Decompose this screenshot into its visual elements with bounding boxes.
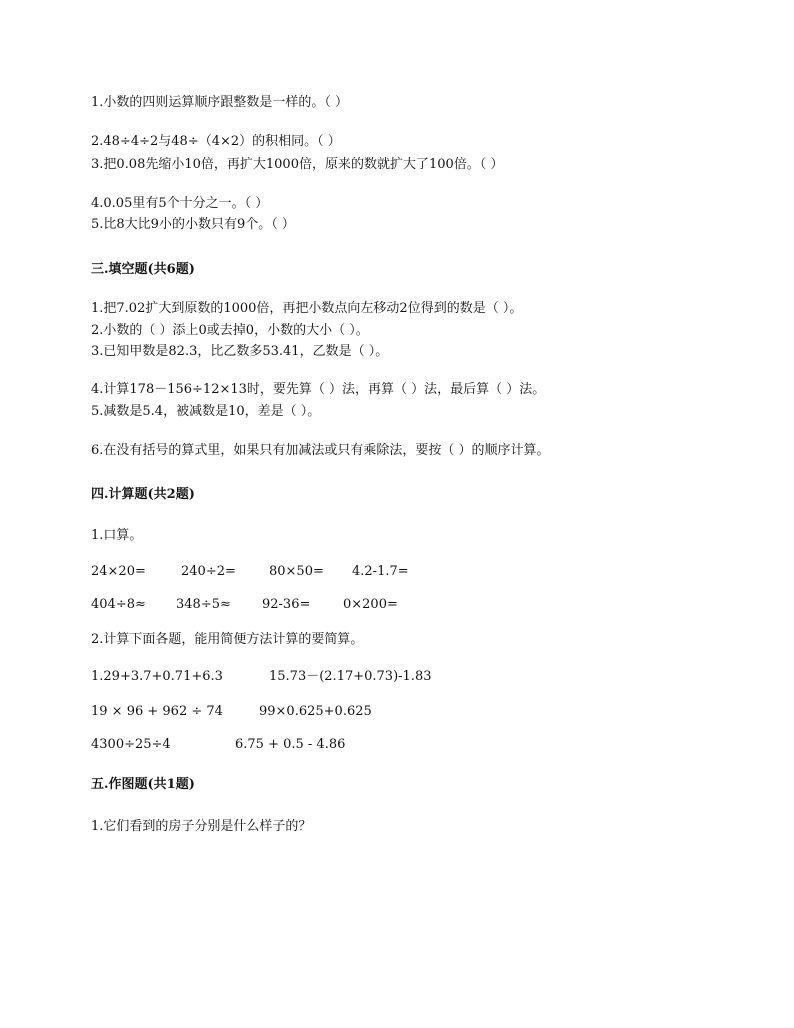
judge-item-3: 3.把0.08先缩小10倍，再扩大1000倍，原来的数就扩大了100倍。（ ） [91, 157, 504, 172]
oral-calc-item: 80×50= [269, 564, 324, 579]
oral-calc-item: 4.2-1.7= [352, 564, 409, 579]
written-calc-item: 4300÷25÷4 [91, 737, 171, 752]
fill-item-4: 4.计算178－156÷12×13时，要先算（ ）法，再算（ ）法，最后算（ ）法。 [91, 382, 546, 397]
oral-calc-label: 1.口算。 [91, 528, 143, 543]
judge-item-2: 2.48÷4÷2与48÷（4×2）的积相同。（ ） [91, 134, 341, 149]
section-title-drawing: 五.作图题(共1题) [91, 777, 195, 792]
drawing-item-1: 1.它们看到的房子分别是什么样子的？ [91, 819, 312, 834]
fill-item-6: 6.在没有括号的算式里，如果只有加减法或只有乘除法，要按（ ）的顺序计算。 [91, 443, 550, 458]
section-title-calculation: 四.计算题(共2题) [91, 487, 195, 502]
fill-item-1: 1.把7.02扩大到原数的1000倍，再把小数点向左移动2位得到的数是（ ）。 [91, 301, 523, 316]
oral-calc-item: 348÷5≈ [176, 597, 231, 612]
written-calc-label: 2.计算下面各题，能用简便方法计算的要简算。 [91, 632, 364, 647]
judge-item-4: 4.0.05里有5个十分之一。（ ） [91, 196, 269, 211]
written-calc-item: 99×0.625+0.625 [259, 704, 372, 719]
oral-calc-item: 404÷8≈ [91, 597, 146, 612]
oral-calc-item: 240÷2= [181, 564, 236, 579]
written-calc-item: 19 × 96 + 962 ÷ 74 [91, 704, 223, 719]
judge-item-1: 1.小数的四则运算顺序跟整数是一样的。（ ） [91, 95, 349, 110]
fill-item-5: 5.减数是5.4，被减数是10，差是（ ）。 [91, 404, 321, 419]
oral-calc-item: 92-36= [262, 597, 311, 612]
fill-item-2: 2.小数的（ ）添上0或去掉0，小数的大小（ ）。 [91, 323, 369, 338]
oral-calc-item: 24×20= [91, 564, 146, 579]
oral-calc-item: 0×200= [343, 597, 398, 612]
section-title-fill-blank: 三.填空题(共6题) [91, 262, 195, 277]
written-calc-item: 15.73－(2.17+0.73)-1.83 [269, 669, 432, 684]
fill-item-3: 3.已知甲数是82.3，比乙数多53.41，乙数是（ ）。 [91, 344, 389, 359]
written-calc-item: 1.29+3.7+0.71+6.3 [91, 669, 223, 684]
written-calc-item: 6.75 + 0.5 - 4.86 [235, 737, 346, 752]
judge-item-5: 5.比8大比9小的小数只有9个。（ ） [91, 217, 295, 232]
